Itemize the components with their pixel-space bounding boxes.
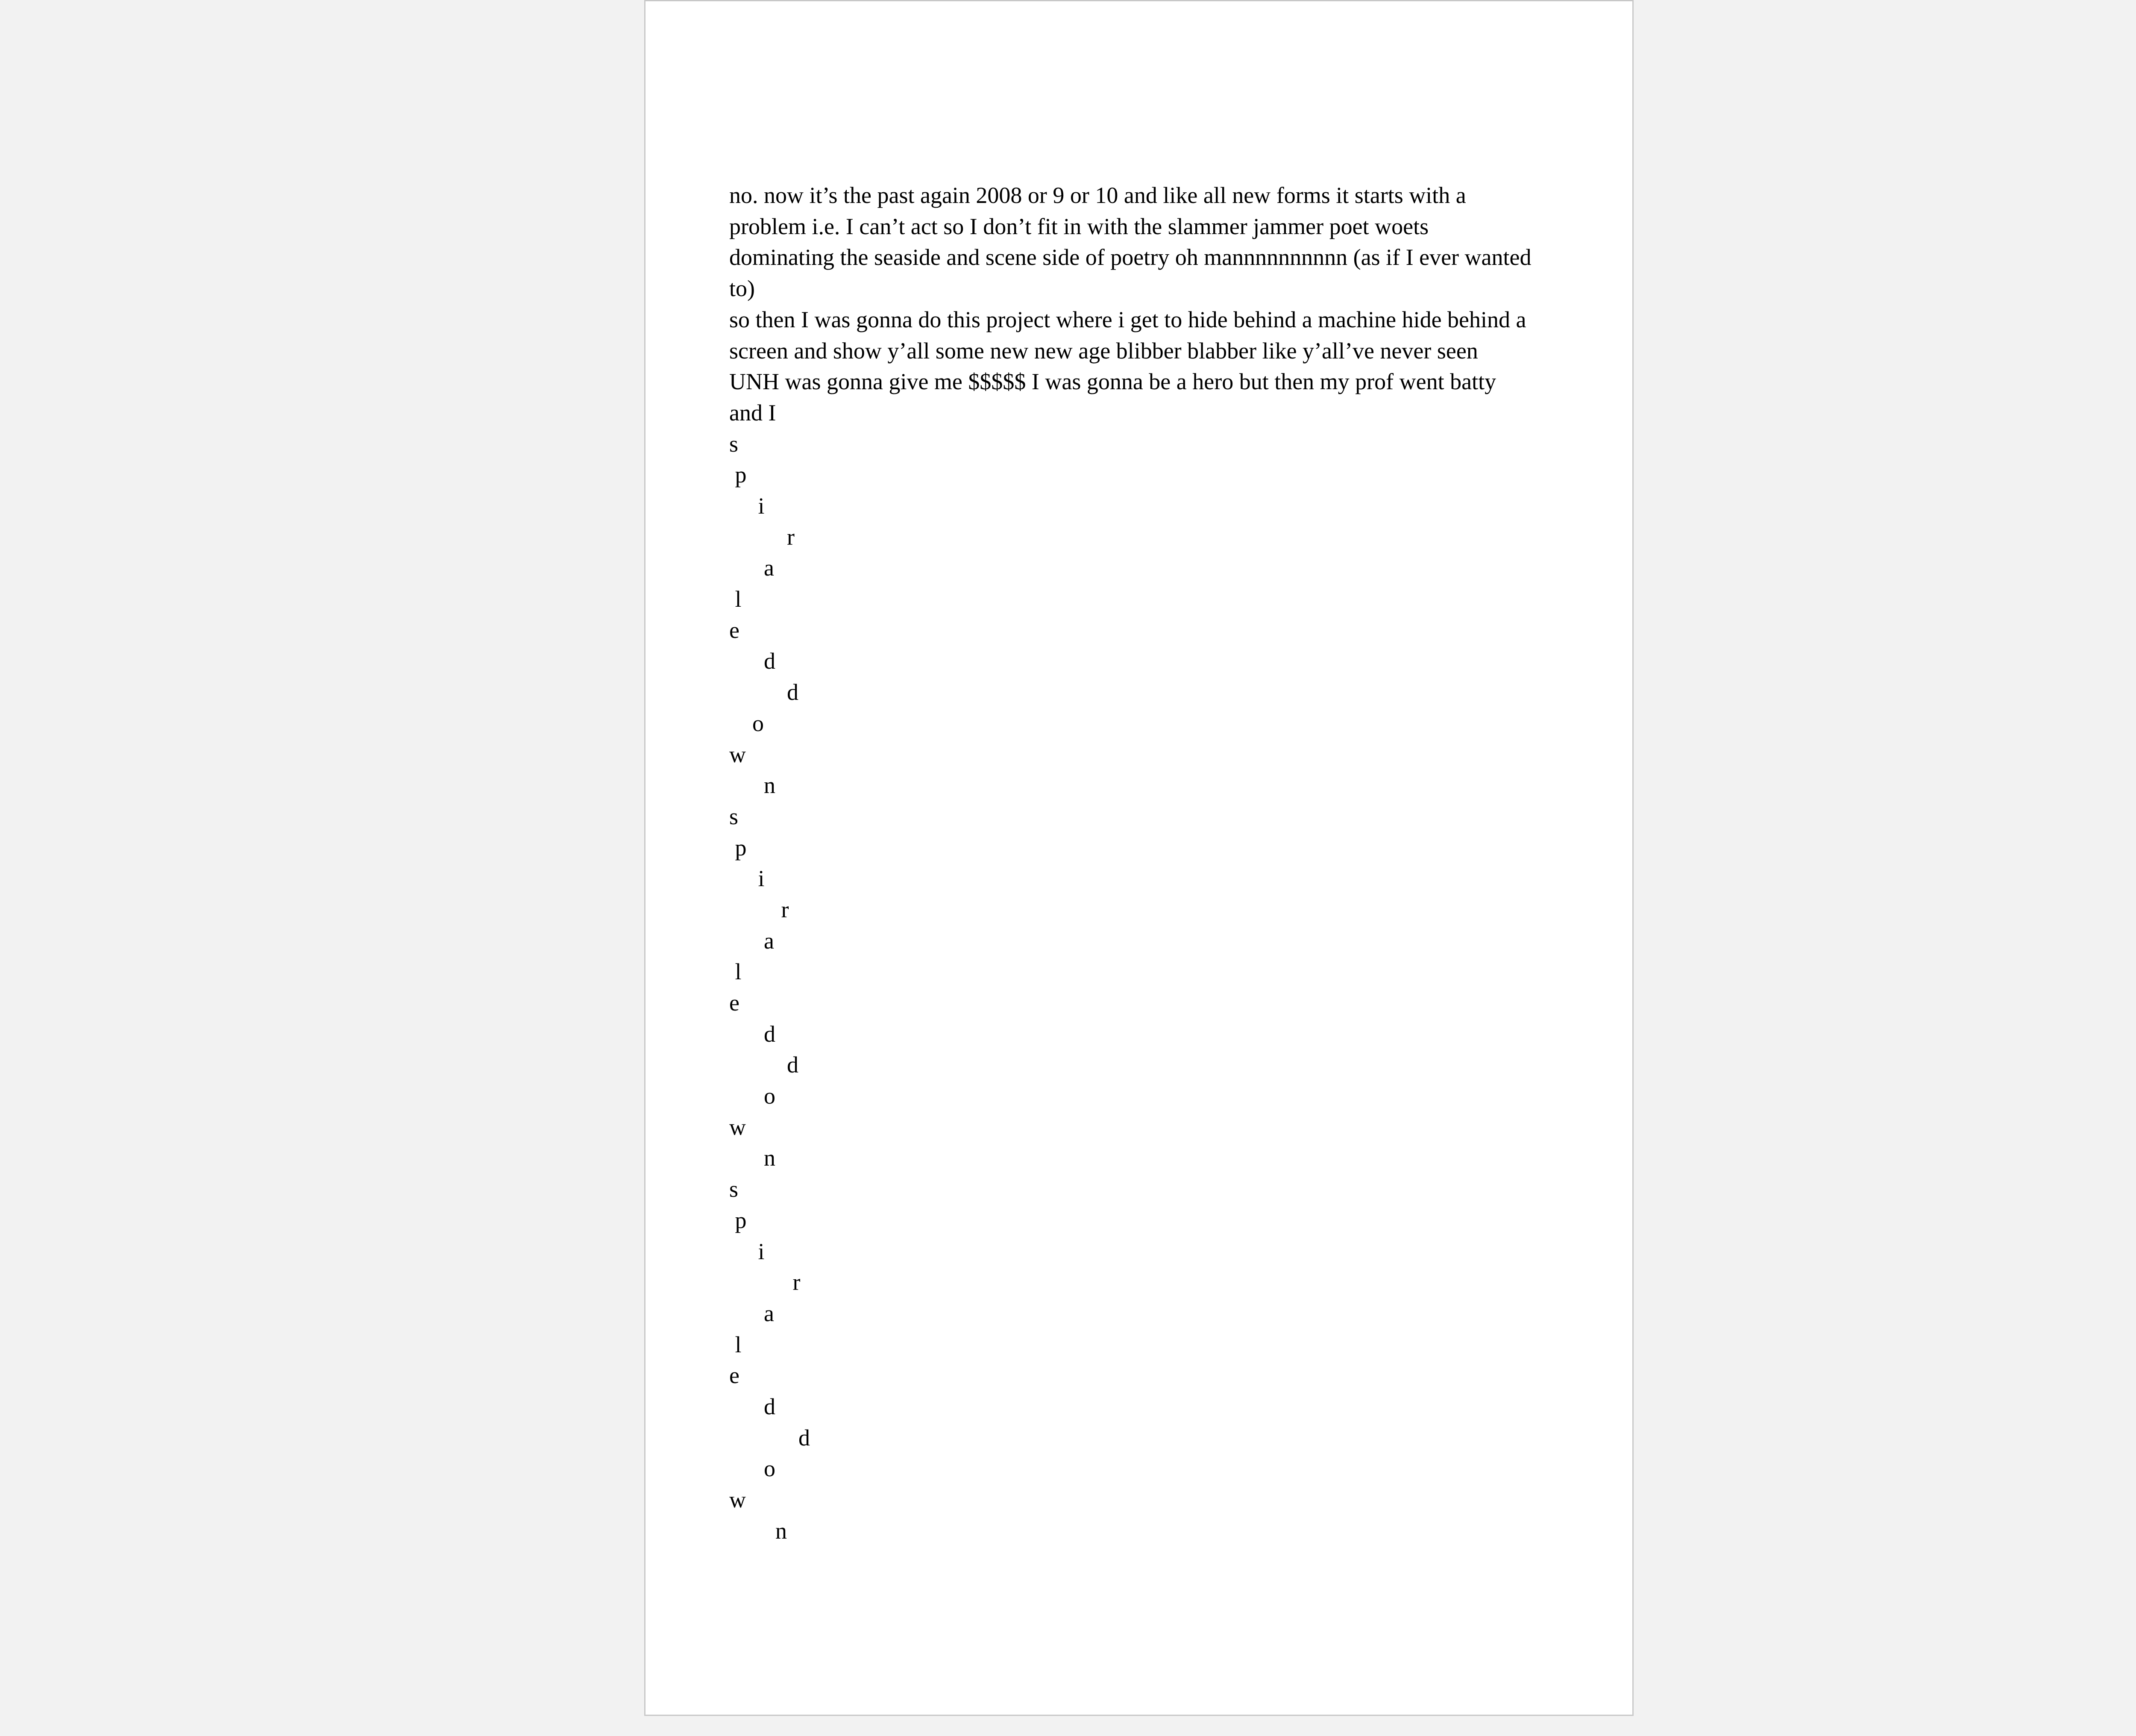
spiral-line: d bbox=[729, 1052, 798, 1078]
spiral-line: w bbox=[729, 1487, 746, 1513]
spiral-line: n bbox=[729, 773, 775, 799]
spiral-line: d bbox=[729, 679, 798, 705]
spiral-line: o bbox=[729, 1456, 775, 1482]
spiral-line: i bbox=[729, 1238, 765, 1264]
spiral-line: r bbox=[729, 1269, 801, 1295]
spiral-text bbox=[729, 429, 1532, 1547]
spiral-line: i bbox=[729, 866, 765, 892]
paragraph-2: so then I was gonna do this project where i get to hide behind a machine hide behind a screen and show y’all some new new age blibber blabber like y’all’ve never seen UNH was gonna give me $$$$$ I was gonna be a hero but then my prof went batty and I bbox=[729, 306, 1526, 426]
spiral-line: w bbox=[729, 1114, 746, 1140]
spiral-line: d bbox=[729, 648, 775, 674]
spiral-line: i bbox=[729, 493, 765, 519]
spiral-line: p bbox=[729, 1207, 747, 1233]
spiral-line: a bbox=[729, 555, 774, 581]
spiral-line: l bbox=[729, 1331, 742, 1357]
document-page bbox=[644, 0, 1634, 1716]
spiral-line: d bbox=[729, 1021, 775, 1047]
spiral-line: r bbox=[729, 524, 795, 550]
spiral-line: n bbox=[729, 1518, 787, 1544]
spiral-line: p bbox=[729, 834, 747, 861]
spiral-line: o bbox=[729, 1083, 775, 1109]
spiral-line: n bbox=[729, 1145, 775, 1171]
spiral-line: a bbox=[729, 1300, 774, 1326]
spiral-line: e bbox=[729, 990, 739, 1016]
spiral-line: w bbox=[729, 741, 746, 767]
spiral-line: d bbox=[729, 1393, 775, 1419]
paragraph-1: no. now it’s the past again 2008 or 9 or 10 and like all new forms it starts with a problem i.e. I can’t act so I don’t fit in with the slammer jammer poet woets dominating the seaside and scene side of poetry oh mannnnnnnnnn (as if I ever wanted to) bbox=[729, 182, 1532, 302]
spiral-line: o bbox=[729, 710, 764, 736]
spiral-line: s bbox=[729, 431, 739, 457]
spiral-line: l bbox=[729, 959, 742, 985]
spiral-line: d bbox=[729, 1425, 810, 1451]
spiral-line: r bbox=[729, 896, 789, 922]
spiral-line: e bbox=[729, 617, 739, 643]
document-body bbox=[729, 180, 1532, 1546]
spiral-line: e bbox=[729, 1363, 739, 1389]
spiral-line: l bbox=[729, 586, 742, 612]
spiral-line: p bbox=[729, 462, 747, 488]
spiral-line: s bbox=[729, 803, 739, 829]
spiral-line: s bbox=[729, 1176, 739, 1202]
spiral-line: a bbox=[729, 928, 774, 954]
